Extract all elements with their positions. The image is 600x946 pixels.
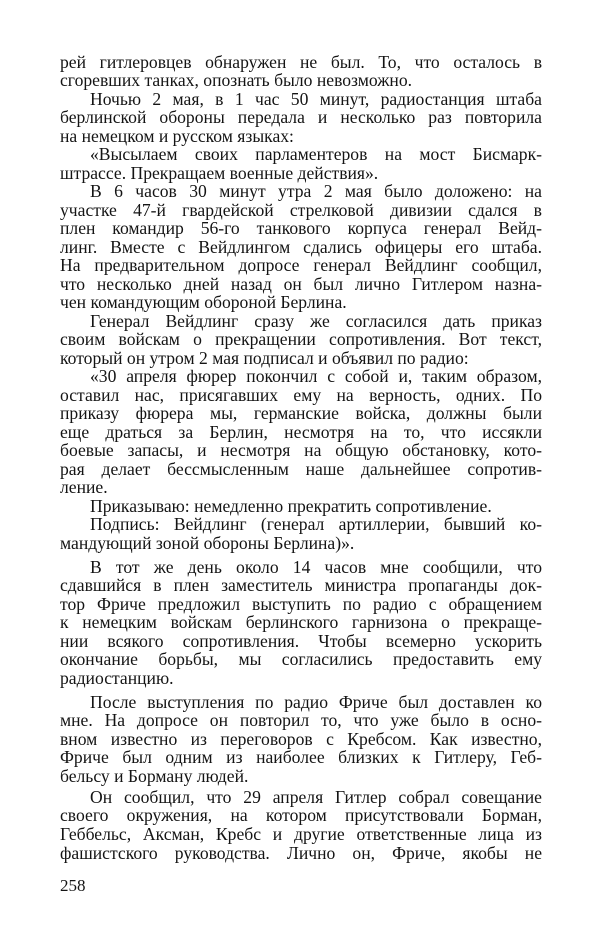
text-line: Генерал Вейдлинг сразу же согласился дать приказ	[90, 310, 542, 331]
text-line: рая делает бессмысленным наше дальнейшее сопротив-	[60, 458, 542, 479]
text-line: оставил нас, присягавших ему на верность, одних. По	[60, 384, 542, 405]
text-line: Он сообщил, что 29 апреля Гитлер собрал совещание	[90, 786, 542, 807]
text-line: рей гитлеровцев обнаружен не был. То, что осталось в	[60, 51, 542, 72]
text-line: к немецким войскам берлинского гарнизона о прекраще-	[60, 612, 542, 632]
text-line: тор Фриче предложил выступить по радио с обращением	[60, 593, 542, 614]
text-line: окончание борьбы, мы согласились предоставить ему	[60, 649, 542, 669]
text-line: участке 47-й гвардейской стрелковой дивизии сдался в	[60, 199, 542, 220]
text-line: фашистского руководства. Лично он, Фриче, якобы не	[60, 842, 542, 863]
text-line: который он утром 2 мая подписал и объявил по радио:	[60, 347, 469, 368]
text-line: сдавшийся в плен заместитель министра пропаганды док-	[60, 575, 542, 595]
text-line: чен командующим обороной Берлина.	[60, 292, 347, 312]
text-line: боевые запасы, и несмотря на общую обстановку, кото-	[60, 440, 542, 460]
text-line: «30 апреля фюрер покончил с собой и, таким образом,	[90, 366, 542, 386]
text-line: После выступления по радио Фриче был доставлен ко	[90, 691, 542, 712]
text-line: мандующий зоной обороны Берлина)».	[60, 532, 355, 553]
text-line: В тот же день около 14 часов мне сообщили, что	[90, 556, 542, 577]
text-line: берлинской обороны передала и несколько раз повторила	[60, 107, 542, 127]
text-line: своего окружения, на котором присутствовали Борман,	[60, 805, 542, 826]
page-number: 258	[60, 876, 86, 895]
text-line: линг. Вместе с Вейдлингом сдались офицеры его штаба.	[60, 236, 542, 257]
text-line: бельсу и Борману людей.	[60, 765, 249, 786]
text-line: нии всякого сопротивления. Чтобы всемерно ускорить	[60, 630, 542, 651]
text-line: сгоревших танках, опознать было невозможно.	[60, 70, 413, 90]
text-line: Геббельс, Аксман, Кребс и другие ответственные лица из	[60, 823, 542, 844]
text-line: Подпись: Вейдлинг (генерал артиллерии, бывший ко-	[90, 514, 542, 534]
text-line: что несколько дней назад он был лично Гитлером назна-	[60, 273, 542, 294]
text-line: Ночью 2 мая, в 1 час 50 минут, радиостанция штаба	[90, 88, 542, 109]
text-line: мне. На допросе он повторил то, что уже было в осно-	[60, 710, 542, 730]
text-line: радиостанцию.	[60, 667, 174, 688]
text-line: На предварительном допросе генерал Вейдлинг сообщил,	[60, 255, 542, 275]
text-line: «Высылаем своих парламентеров на мост Бисмарк-	[90, 144, 542, 164]
text-line: на немецком и русском языках:	[60, 125, 294, 146]
text-line: Приказываю: немедленно прекратить сопротивление.	[90, 495, 492, 516]
text-line: вном известно из переговоров с Кребсом. Как известно,	[60, 728, 542, 749]
text-line: штрассе. Прекращаем военные действия».	[60, 162, 379, 183]
text-line: своим войскам о прекращении сопротивления. Вот текст,	[60, 329, 542, 349]
text-line: В 6 часов 30 минут утра 2 мая было доложено: на	[90, 181, 542, 201]
text-line: плен командир 56-го танкового корпуса генерал Вейд-	[60, 218, 542, 238]
text-line: ление.	[60, 477, 108, 497]
text-line: еще драться за Берлин, несмотря на то, что иссякли	[60, 421, 542, 442]
text-line: Фриче был одним из наиболее близких к Гитлеру, Геб-	[60, 747, 542, 767]
text-line: приказу фюрера мы, германские войска, должны были	[60, 403, 542, 423]
